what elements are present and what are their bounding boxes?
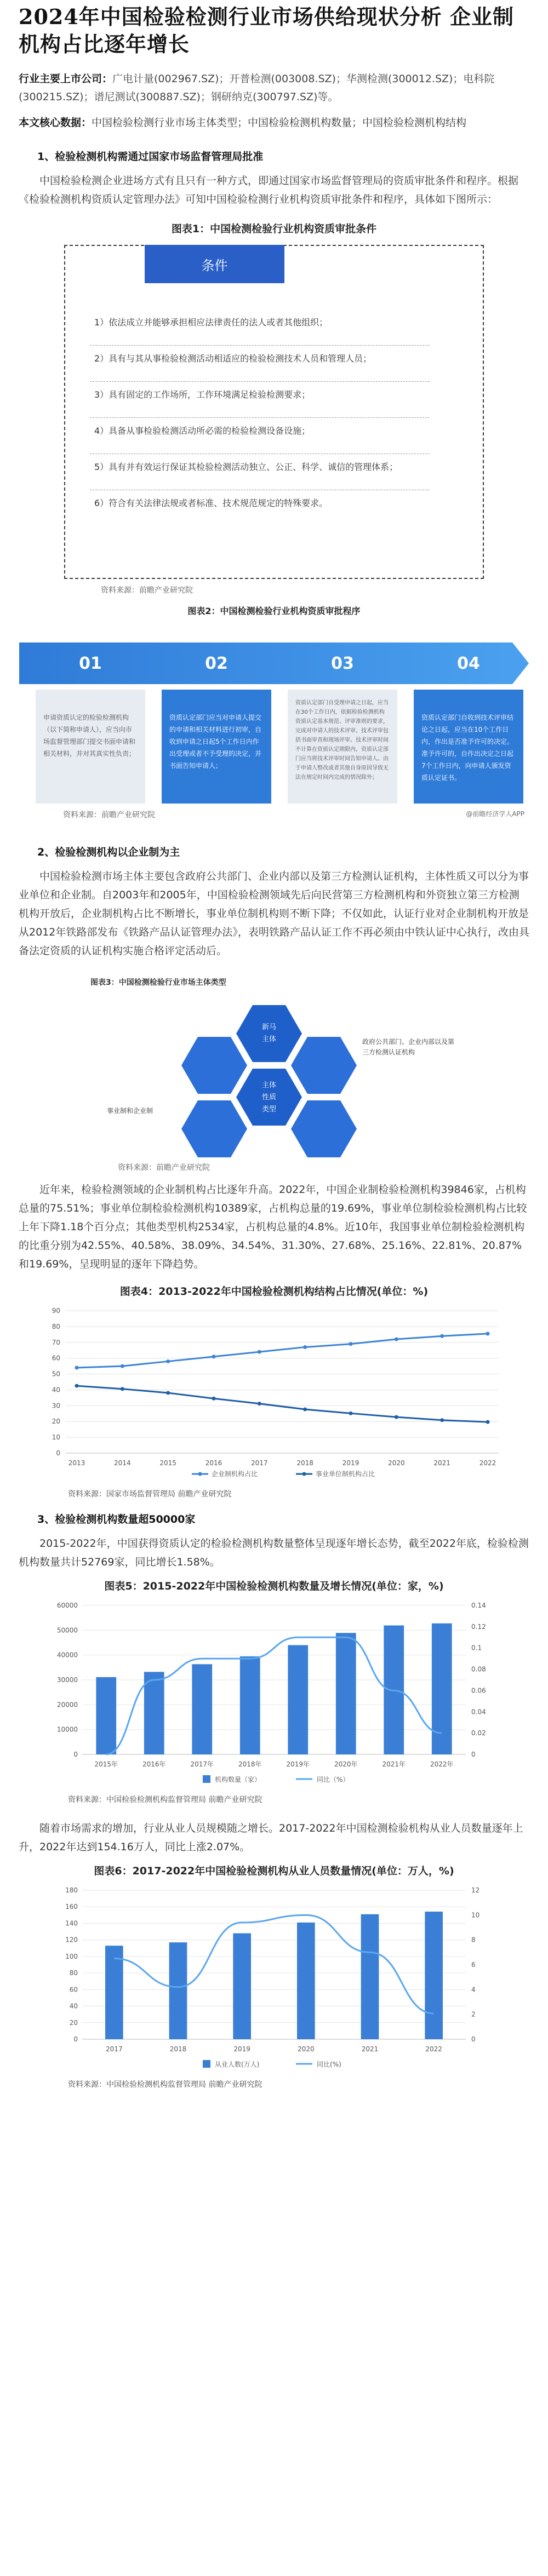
core-data [19,114,529,132]
bar [240,1656,260,1754]
x-tick-label: 2015年 [94,1760,118,1768]
x-tick-label: 2018 [296,1459,313,1467]
x-tick-label: 2019 [233,2045,250,2053]
y-left-tick-label: 100 [65,1952,78,1960]
data-point [440,1334,444,1338]
legend-marker [198,1472,202,1476]
condition-item: 3）具有固定的工作场所，工作环境满足检验检测要求； [90,382,430,418]
section1-paragraph: 中国检验检测企业进场方式有且只有一种方式，即通过国家市场监督管理局的资质审批条件和程序。根据《检验检测机构资质认定管理办法》可知中国检验检测行业机构资质审批条件和程序，具体如下图所示： [19,175,519,205]
y-left-tick-label: 20000 [56,1701,78,1709]
data-point [349,1342,353,1346]
data-point [121,1364,124,1368]
x-tick-label: 2017 [251,1459,268,1467]
legend-label: 从业人数(万人) [215,2061,260,2068]
section2-heading: 2、检验检测机构以企业制为主 [37,846,180,858]
step-number: 02 [205,653,228,673]
data-point [258,1350,261,1354]
y-left-tick-label: 160 [65,1903,78,1911]
bar [192,1664,212,1754]
section2-paragraph: 中国检验检测市场主体主要包含政府公共部门、企业内部以及第三方检测认证机构，主体性质又可以分为事业单位和企业制。自2003年和2005年，中国检验检测领域先后向民营第三方检测机构和外资独立第三方检测机构开放后，企业制机构占比不断增长，事业单位制机构则不断下降；不仅如此，认证行业对企业制机构开放是从2012年铁路部发布《铁路产品认证管理办法》，表明铁路产品认证工作不再必须由中铁认证中心执行，改由具备法定资质的认证机构实施合格评定活动后。 [19,870,529,957]
x-tick-label: 2013 [68,1459,85,1467]
y-right-tick-label: 0 [471,1751,476,1758]
series-line [77,1386,488,1422]
fig1-conditions [64,245,484,579]
condition-item: 2）具有与其从事检验检测活动相适应的检验检测技术人员和管理人员； [90,346,430,382]
growth-line [114,1915,433,2013]
y-left-tick-label: 120 [65,1936,78,1944]
data-point [166,1391,170,1395]
y-tick-label: 80 [52,1322,60,1330]
bar [144,1672,164,1754]
y-left-tick-label: 60000 [56,1602,78,1609]
fig2-source: 资料来源：前瞻产业研究院 [63,811,155,819]
legend-label: 事业单位制机构占比 [316,1470,375,1478]
legend-marker [302,1472,306,1476]
y-left-tick-label: 40 [69,2002,78,2010]
x-tick-label: 2019 [342,1459,359,1467]
x-tick-label: 2016年 [142,1760,166,1768]
bar [336,1633,356,1754]
fig2-credit: @前瞻经济学人APP [466,810,524,818]
hex-label-center: 主体 性质 类型 [261,1081,276,1114]
y-tick-label: 90 [52,1307,60,1315]
condition-item: 6）符合有关法律法规或者标准、技术规范规定的特殊要求。 [94,498,328,508]
hexagon [291,1037,357,1094]
y-left-tick-label: 30000 [56,1676,78,1684]
section3-paragraph: 2015-2022年，中国获得资质认定的检验检测机构数量整体呈现逐年增长态势，截至2022年底，检验检测机构数量共计52769家，同比增长1.58%。 [19,1537,529,1568]
x-tick-label: 2018 [169,2045,187,2053]
fig4-svg [27,1300,521,1486]
fig6-caption: 图表6：2017-2022年中国检验检测机构从业人员数量情况(单位：万人，%) [94,1865,454,1877]
y-left-tick-label: 0 [73,2035,78,2043]
condition-item: 4）具备从事检验检测活动所必需的检验检测设备设施； [90,418,430,454]
fig6-bar-line-chart [27,1879,521,2076]
y-tick-label: 30 [52,1402,60,1410]
chart6-svg [27,1879,521,2076]
fig1-condition-list [90,309,430,526]
y-right-tick-label: 0.14 [471,1602,486,1609]
fig5-bar-line-chart [27,1594,521,1792]
bar [425,1912,443,2039]
y-tick-label: 60 [52,1354,60,1362]
fig3-label-left: 事业制和企业制 [107,1107,153,1115]
y-left-tick-label: 80 [69,1969,78,1977]
hexagon [181,1037,247,1094]
x-tick-label: 2020 [388,1459,405,1467]
hex-label-top: 新马 主体 [261,1023,276,1043]
data-point [395,1415,398,1419]
legend-label: 同比(%) [317,2061,341,2068]
y-tick-label: 20 [52,1418,60,1426]
y-left-tick-label: 0 [73,1751,78,1758]
fig2-process [19,619,529,837]
y-tick-label: 40 [52,1386,60,1394]
x-tick-label: 2016 [205,1459,222,1467]
fig3-source: 资料来源：前瞻产业研究院 [118,1163,210,1172]
chart5-svg [27,1594,521,1792]
x-tick-label: 2022 [425,2045,442,2053]
y-tick-label: 70 [52,1338,60,1346]
y-right-tick-label: 10 [471,1911,480,1919]
y-right-tick-label: 0.06 [471,1686,486,1695]
y-left-tick-label: 50000 [56,1626,78,1634]
keywords-list: 中国检验检测行业市场主体类型；中国检验检测机构数量；中国检验检测机构结构 [92,117,467,129]
y-right-tick-label: 4 [471,1986,476,1994]
y-right-tick-label: 12 [471,1886,480,1894]
bar [233,1934,251,2039]
keywords-label: 本文核心数据： [19,117,92,129]
y-left-tick-label: 20 [69,2018,78,2027]
data-point [166,1359,170,1363]
data-point [121,1387,124,1391]
bar [432,1623,452,1754]
y-right-tick-label: 0 [471,2035,476,2043]
x-tick-label: 2022 [479,1459,496,1467]
data-point [303,1408,307,1412]
y-tick-label: 0 [56,1449,60,1457]
condition-item: 1）依法成立并能够承担相应法律责任的法人或者其他组织； [90,309,430,346]
legend-swatch [203,1775,210,1783]
step-number: 01 [79,653,102,673]
step-card: 申请资质认定的检验检测机构（以下简称申请人），应当向市场监督管理部门提交书面申请和相关材料，并对其真实性负责； [36,690,145,804]
fig3-market-subjects [19,977,529,1174]
y-right-tick-label: 0.02 [471,1729,486,1737]
step-card: 资质认定部门自收到技术评审结论之日起，应当在10个工作日内，作出是否准予许可的决定。准予许可的，自作出决定之日起7个工作日内，向申请人颁发资质认定证书。 [414,690,523,804]
step-number: 03 [331,653,354,673]
hexagon [181,1100,247,1157]
legend-label: 同比（%） [317,1776,350,1783]
article-meta [19,70,529,132]
x-tick-label: 2020 [298,2045,315,2053]
x-tick-label: 2017年 [190,1760,214,1768]
fig3-hexagons [19,977,529,1174]
bar [96,1677,116,1754]
fig1-source: 资料来源：前瞻产业研究院 [101,586,193,595]
x-tick-label: 2017 [106,2045,123,2053]
fig5-caption: 图表5：2015-2022年中国检验检测机构数量及增长情况(单位：家，%) [104,1580,444,1592]
section3b-paragraph: 随着市场需求的增加，行业从业人员规模随之增长。2017-2022年中国检测检验机构从业人员数量逐年上升，2022年达到154.16万人，同比上涨2.07%。 [19,1822,523,1853]
data-point [303,1345,307,1349]
data-point [486,1332,490,1335]
data-point [486,1420,490,1424]
y-left-tick-label: 140 [65,1919,78,1927]
listed-companies [19,70,529,106]
fig4-line-chart [27,1300,521,1486]
x-tick-label: 2018年 [238,1760,262,1768]
fig3-label-right: 政府公共部门、企业内部以及第三方检测认证机构 [362,1038,455,1056]
x-tick-label: 2021年 [382,1760,406,1768]
x-tick-label: 2020年 [334,1760,358,1768]
data-point [212,1397,216,1401]
legend-label: 企业制机构占比 [212,1470,258,1478]
y-right-tick-label: 6 [471,1961,476,1969]
y-left-tick-label: 10000 [56,1725,78,1734]
fig4-caption: 图表4：2013-2022年中国检验检测机构结构占比情况(单位：%) [119,1286,429,1298]
y-left-tick-label: 40000 [56,1651,78,1659]
x-tick-label: 2014 [114,1459,131,1467]
fig6-source: 资料来源：中国检验检测机构监督管理局 前瞻产业研究院 [68,2080,262,2089]
data-point [212,1355,216,1358]
y-tick-label: 10 [52,1433,60,1442]
fig5-source: 资料来源：中国检验检测机构监督管理局 前瞻产业研究院 [68,1795,262,1804]
section1-heading: 1、检验检测机构需通过国家市场监督管理局批准 [37,151,264,163]
section3-heading: 3、检验检测机构数量超50000家 [37,1513,196,1525]
companies-label: 行业主要上市公司： [19,73,113,85]
hexagon [291,1100,357,1157]
y-right-tick-label: 8 [471,1936,476,1944]
fig1-tab: 条件 [145,245,284,283]
step-number: 04 [457,653,480,673]
y-left-tick-label: 60 [69,1986,78,1994]
y-left-tick-label: 180 [65,1886,78,1894]
data-point [75,1366,79,1370]
data-point [395,1338,398,1341]
y-right-tick-label: 0.1 [471,1644,482,1652]
x-tick-label: 2015 [159,1459,176,1467]
legend-swatch [203,2060,210,2068]
x-tick-label: 2021 [361,2045,379,2053]
series-line [77,1334,488,1368]
data-point [75,1384,79,1388]
bar [169,1942,187,2039]
data-point [440,1418,444,1422]
step-card: 资质认定部门应当对申请人提交的申请和相关材料进行初审，自收到申请之日起5个工作日内作出受理或者不予受理的决定，并书面告知申请人； [162,690,271,804]
x-tick-label: 2021 [433,1459,450,1467]
step-card: 资质认定部门自受理申请之日起，应当在30个工作日内，依据检验检测机构资质认定基本规范、评审准则的要求，完成对申请人的技术评审。技术评审包括书面审查和现场评审。技术评审时间不计算在资质认定期限内，资质认定部门应当将技术评审时间告知申请人。由于申请人整改或者其他自身原因导致无法在规定时间内完成的情况除外； [288,690,397,804]
fig3-caption: 图表3：中国检测检验行业市场主体类型 [90,978,226,987]
y-right-tick-label: 0.12 [471,1622,486,1631]
companies-list[interactable]: 广电计量(002967.SZ)；开普检测(003008.SZ)；华测检测(300012.SZ)；电科院(300215.SZ)；谱尼测试(300887.SZ)；钢研纳克(300797.SZ)等。 [19,73,495,103]
x-tick-label: 2019年 [286,1760,310,1768]
bar [297,1923,315,2039]
data-point [349,1412,353,1415]
section2b-paragraph: 近年来，检验检测领域的企业制机构占比逐年升高。2022年，中国企业制检验检测机构39846家，占机构总量的75.51%；事业单位制检验检测机构10389家，占机构总量的19.69%，事业单位制检验检测机构占比较上年下降1.18个百分点；其他类型机构2534家，占机构总量的4.8%。近10年，我国事业单位制检验检测机构的比重分别为42.55%、40.58%、38.09%、34.54%、31.30%、27.68%、25.16%、22.81%、20.87%和19.69%，呈现明显的逐年下降趋势。 [19,1184,527,1270]
y-tick-label: 50 [52,1370,60,1378]
fig2-caption: 图表2：中国检测检验行业机构资质审批程序 [187,606,361,616]
bar [361,1914,379,2039]
fig4-source: 资料来源：国家市场监督管理局 前瞻产业研究院 [68,1490,232,1499]
y-right-tick-label: 0.04 [471,1708,486,1716]
data-point [258,1402,261,1405]
x-tick-label: 2022年 [430,1760,454,1768]
y-right-tick-label: 0.08 [471,1665,486,1673]
condition-item: 5）具有并有效运行保证其检验检测活动独立、公正、科学、诚信的管理体系； [90,454,430,490]
bar [288,1645,308,1754]
legend-label: 机构数量（家） [215,1776,261,1783]
y-right-tick-label: 2 [471,2010,476,2018]
fig1-caption: 图表1：中国检测检验行业机构资质审批条件 [171,223,377,235]
article-title: 2024年中国检验检测行业市场供给现状分析 企业制机构占比逐年增长 [19,4,514,56]
